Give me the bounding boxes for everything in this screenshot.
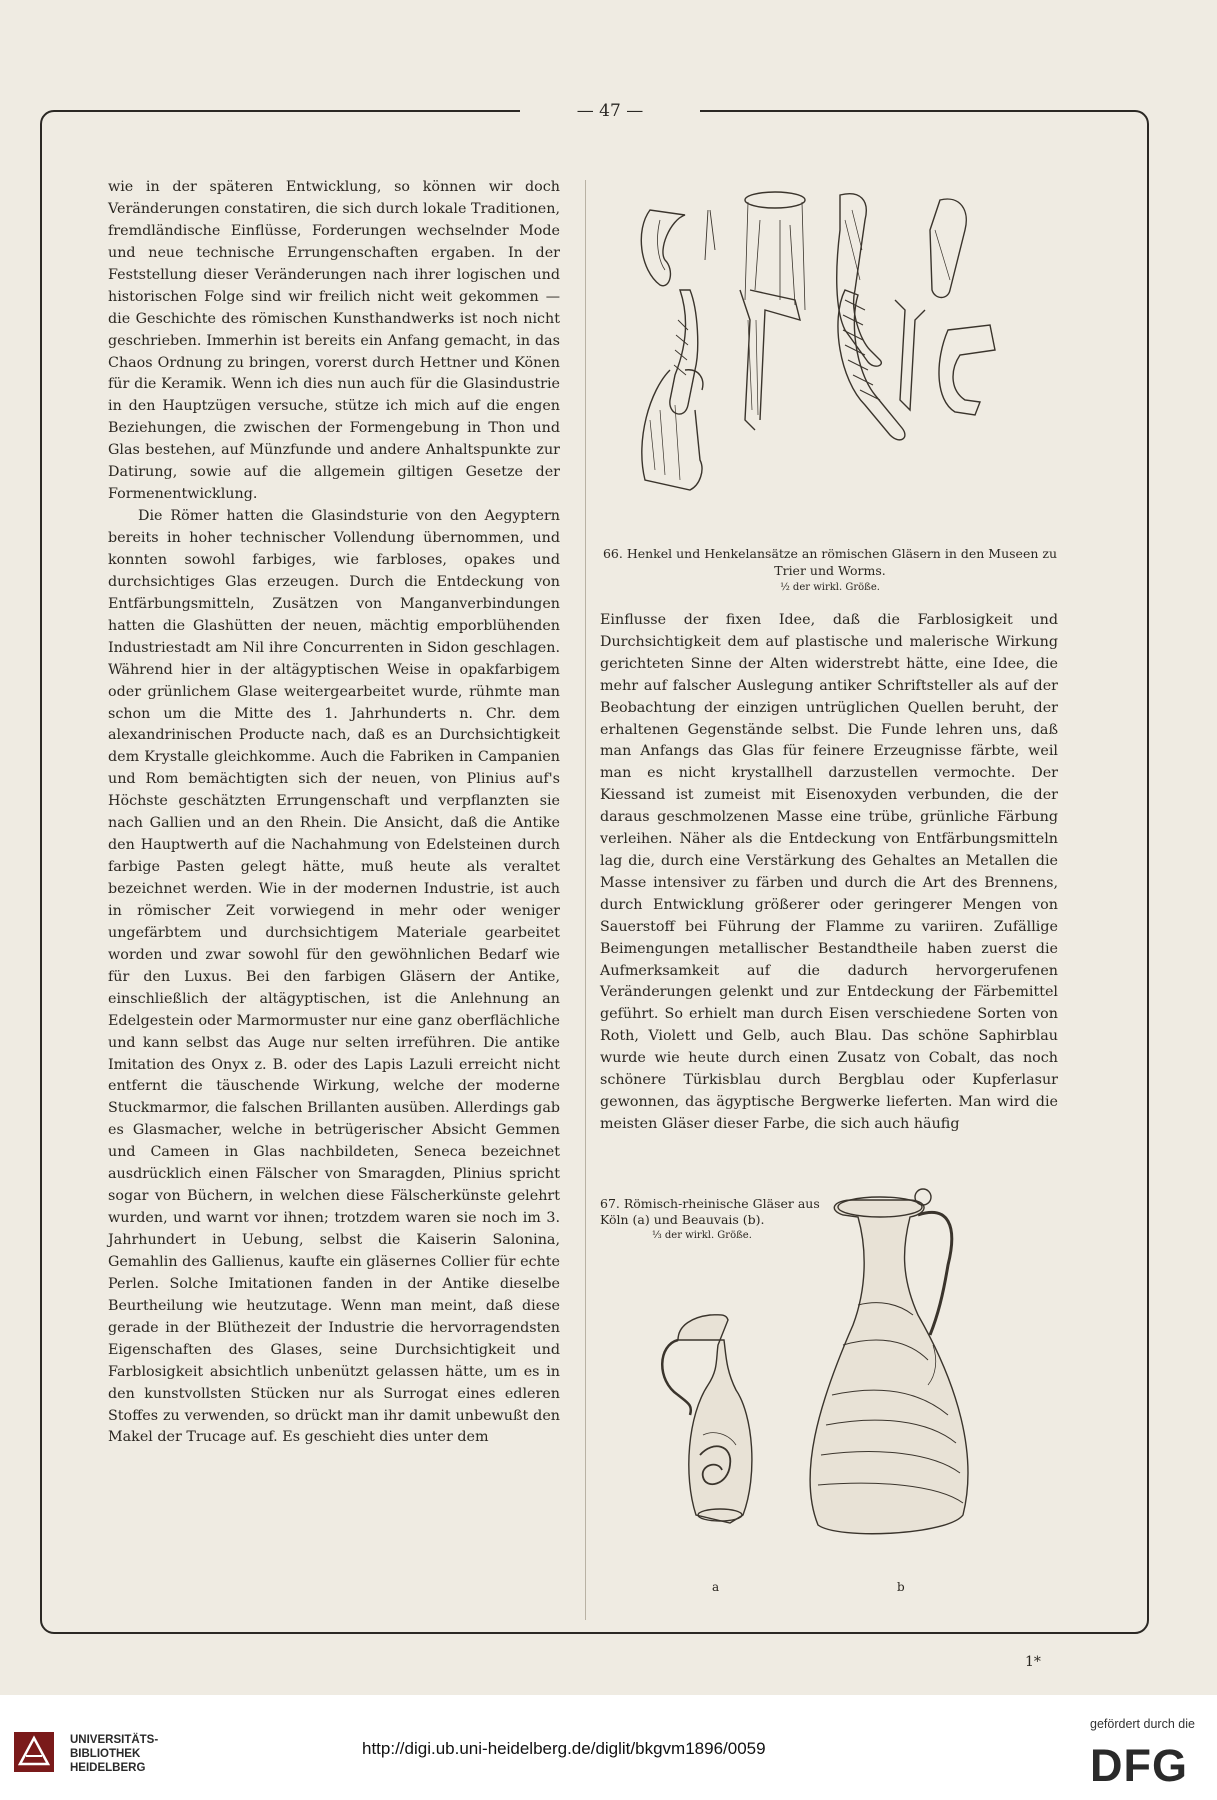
footer-bar <box>0 1695 1217 1800</box>
library-line-3: HEIDELBERG <box>70 1762 146 1774</box>
figure-66-caption-text: 66. Henkel und Henkelansätze an römischen Gläsern in den Museen zu Trier und Worms. <box>602 546 1058 578</box>
figure-67-caption-text: 67. Römisch-rheinische Gläser aus Köln (a) und Beauvais (b). <box>600 1196 820 1227</box>
page-number: — 47 — <box>520 98 700 124</box>
left-paragraph-2: Die Römer hatten die Glasindsturie von den Aegyptern bereits in hoher technischer Vollendung übernommen, und konnten sowohl farbiges, wie farbloses, opakes und durchsichtiges Glas erzeugen. Durch die Entdeckung von Entfärbungsmitteln, Zusätzen von Manganverbindungen hatten die Glashütten der neuen, mächtig emporblühenden Industriestadt am Nil ihre Concurrenten in Sidon geschlagen. Während hier in der altägyptischen Weise in opakfarbigem oder grünlichem Glase weitergearbeitet wurde, rühmte man schon um die Mitte des 1. Jahrhunderts n. Chr. dem alexandrinischen Producte nach, daß es an Durchsichtigkeit dem Krystalle gleichkomme. Auch die Fabriken in Campanien und Rom bemächtigten sich der neuen, von Plinius auf's Höchste geschätzten Errungenschaft und verpflanzten sie nach Gallien und an den Rhein. Die Ansicht, daß die Antike den Hauptwerth auf die Nachahmung von Edelsteinen durch farbige Pasten gelegt hätte, muß heute als veraltet bezeichnet werden. Wie in der modernen Industrie, ist auch in römischer Zeit vorwiegend in mehr oder weniger ungefärbtem und durchsichtigem Materiale gearbeitet worden und zwar sowohl für den gewöhnlichen Bedarf wie für den Luxus. Bei den farbigen Gläsern der Antike, einschließlich der altägyptischen, ist die Anlehnung an Edelgestein oder Marmormuster nur eine ganz oberflächliche und kann selbst das Auge nur selten irreführen. Die antike Imitation des Onyx z. B. oder des Lapis Lazuli erreicht nicht entfernt die täuschende Wirkung, welche der moderne Stuckmarmor, die falschen Brillanten ausüben. Allerdings gab es Glasmacher, welche in betrügerischer Absicht Gemmen und Cameen in Glas nachbildeten, Seneca bezeichnet ausdrücklich einen Fälscher von Smaragden, Plinius spricht sogar von Büchern, in welchen diese Fälscherkünste gelehrt wurden, und warnt vor ihnen; trotzdem waren sie noch im 3. Jahrhundert in Uebung, selbst die Kaiserin Salonina, Gemahlin des Gallienus, kaufte ein gläsernes Collier für echte Perlen. Solche Imitationen fanden in der Antike dieselbe Beurtheilung wie heutzutage. Wenn man meint, daß diese gerade in der Blüthezeit der Industrie die hervorragendsten Eigenschaften des Glases, seine Durchsichtigkeit und Farblosigkeit absichtlich unbenützt gelassen hätte, um es in den kunstvollsten Stücken nur als Surrogat eines edleren Stoffes zu verwenden, so drückt man ihr damit unbewußt den Makel der Trucage auf. Es geschieht dies unter dem <box>108 508 560 1446</box>
figure-67-label-a: a <box>712 1580 720 1594</box>
figure-67-caption <box>600 1196 825 1244</box>
university-library-name[interactable] <box>70 1733 158 1775</box>
figure-67-label-b: b <box>897 1580 905 1594</box>
figure-67-scale: ⅓ der wirkl. Größe. <box>652 1230 752 1241</box>
funding-label: gefördert durch die <box>1090 1717 1195 1731</box>
university-library-logo-icon[interactable] <box>10 1728 58 1776</box>
figure-66-scale: ½ der wirkl. Größe. <box>780 582 880 593</box>
left-paragraph-1: wie in der späteren Entwicklung, so können wir doch Veränderungen constatiren, die sich durch lokale Traditionen, fremdländische Einflüsse, Forderungen wechselnder Mode und neue technische Errungenschaften ergaben. In der Feststellung dieser Veränderungen nach ihrer logischen und historischen Folge sind wir freilich nicht weit gekommen — die Geschichte des römischen Kunsthandwerks ist noch nicht geschrieben. Immerhin ist bereits ein Anfang gemacht, in das Chaos Ordnung zu bringen, vorerst durch Hettner und Könen für die Keramik. Wenn ich dies nun auch für die Glasindustrie in den Hauptzügen versuche, stütze ich mich auf die engen Beziehungen, die zwischen der Formengebung in Thon und Glas bestehen, auf Münzfunde und andere Anhaltspunkte zur Datirung, sowie auf die allgemein giltigen Gesetze der Formenentwicklung. <box>108 179 560 503</box>
right-paragraph: Einflusse der fixen Idee, daß die Farblosigkeit und Durchsichtigkeit dem auf plastische und malerische Wirkung gerichteten Sinne der Alten widerstrebt hätte, eine Idee, die mehr auf falscher Auslegung antiker Schriftsteller als auf der Beobachtung der einzigen untrüglichen Quellen beruht, der erhaltenen Gegenstände selbst. Die Funde lehren uns, daß man Anfangs das Glas für feinere Erzeugnisse färbte, weil man es nicht krystallhell darzustellen vermochte. Der Kiessand ist zumeist mit Eisenoxyden verbunden, die der daraus geschmolzenen Masse eine trübe, grünliche Färbung verleihen. Näher als die Entdeckung von Entfärbungsmitteln lag die, durch eine Verstärkung des Gehaltes an Metallen die Masse intensiver zu färben und durch die Art des Brennens, durch Entwicklung größerer oder geringerer Mengen von Sauerstoff bei Führung der Flamme zu variiren. Zufällige Beimengungen metallischer Bestandtheile haben zuerst die Aufmerksamkeit auf die dadurch hervorgerufenen Veränderungen gelenkt und zur Entdeckung der Färbemittel geführt. So erhielt man durch Eisen verschiedene Sorten von Roth, Violett und Gelb, auch Blau. Das schöne Saphirblau wurde wie heute durch einen Zusatz von Cobalt, das noch schönere Türkisblau durch Bergblau oder Kupferlasur gewonnen, das ägyptische Bergwerke lieferten. Man wird die meisten Gläser dieser Farbe, die sich auch häufig <box>600 612 1058 1132</box>
figure-66-caption <box>600 545 1060 596</box>
library-line-2: BIBLIOTHEK <box>70 1748 141 1760</box>
right-column <box>600 610 1058 1136</box>
library-line-1: UNIVERSITÄTS- <box>70 1734 159 1746</box>
source-url-link[interactable]: http://digi.ub.uni-heidelberg.de/diglit/bkgvm1896/0059 <box>362 1739 766 1758</box>
left-column <box>108 177 560 1449</box>
dfg-logo[interactable]: DFG <box>1090 1740 1188 1791</box>
figure-66-handles-illustration <box>630 190 1060 540</box>
column-divider <box>585 180 586 1620</box>
signature-mark: 1* <box>1025 1654 1041 1670</box>
